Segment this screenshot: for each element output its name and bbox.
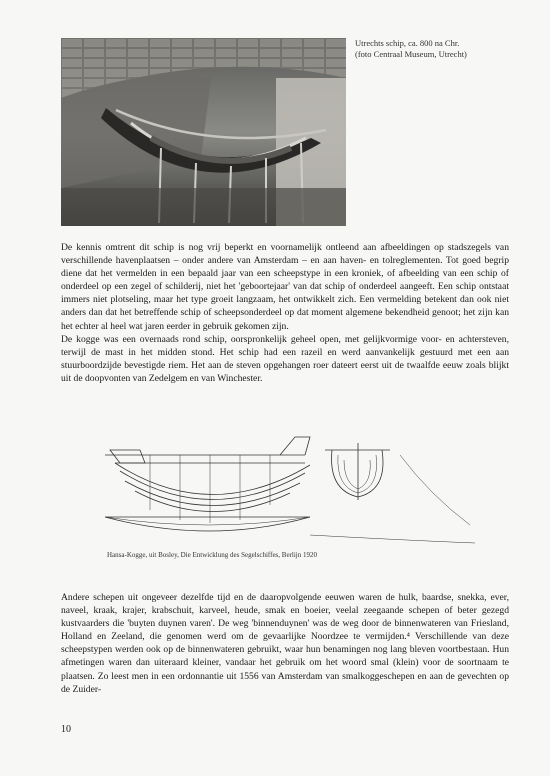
paragraph-1b: De kogge was een overnaads rond schip, oorspronkelijk geheel open, met gelijkvormige voor- en achtersteven, terwijl de mast in het midden stond. Het schip had een razeil en werd aanvankelijk gestuurd met een aan stuurboordzijde bevestigde riem. Het aan de steven opgehangen roer dateert eerst uit de twaalfde eeuw zoals blijkt uit de doopvonten van Zedelgem en van Winchester.	[61, 333, 509, 384]
photo-caption	[355, 38, 505, 60]
ship-wreck-photo-icon	[61, 38, 346, 226]
kogge-lines-drawing-icon	[100, 425, 480, 549]
paragraph-2: Andere schepen uit ongeveer dezelfde tijd en de daaropvolgende eeuwen waren de hulk, baardse, snekka, ever, naveel, kraak, krajer, krabschuit, karveel, heude, smak en boeier, veelal zeegaande schepen of beter gezegd kustvaarders die 'buyten duynen varen'. De weg 'binnenduynen' was de weg door de binnenwateren van Friesland, Holland en Zeeland, die genomen werd om de gevaarlijke Noordzee te vermijden.⁴ Verschillende van deze scheepstypen werden ook op de binnenwateren gebruikt, waar hun benamingen nog lang bleven voortbestaan. Hun afmetingen waren dan uiteraard kleiner, vandaar het gebruik om het woord smal (klein) voor de soortnaam te plaatsen. Zo leest men in een ordonnantie uit 1556 van Amsterdam van smalkoggeschepen en aan de gevechten op de Zuider-	[61, 592, 509, 695]
ship-lines-drawing	[100, 425, 480, 549]
page-number: 10	[61, 724, 71, 735]
photo-caption-line1: Utrechts schip, ca. 800 na Chr.	[355, 38, 460, 48]
ship-photo	[61, 38, 346, 226]
photo-caption-line2: (foto Centraal Museum, Utrecht)	[355, 49, 467, 59]
body-text-top	[61, 241, 509, 385]
figure-caption: Hansa-Kogge, uit Bosley, Die Entwicklung des Segelschiffes, Berlijn 1920	[107, 551, 317, 559]
paragraph-1: De kennis omtrent dit schip is nog vrij beperkt en voornamelijk ontleend aan afbeeldingen op stadszegels van verschillende havenplaatsen – onder andere van Amsterdam – en aan haven- en tolreglementen. Tot goed begrip diene dat het vermelden in een bepaald jaar van een scheepstype in een kroniek, of afbeelding van een schip of onderdeel op een zegel of schilderij, niet het 'geboortejaar' van dat schip of onderdeel aangeeft. Een schip ontstaat immers niet plotseling, maar het type groeit langzaam, het ontwikkelt zich. Een vermelding betekent dan ook niet anders dan dat het betreffende schip of scheepsonderdeel op dat moment algemene bekendheid genoot; het zijn kan het echter al heel wat jaren eerder in gebruik gekomen zijn.	[61, 242, 509, 332]
body-text-bottom	[61, 591, 509, 696]
